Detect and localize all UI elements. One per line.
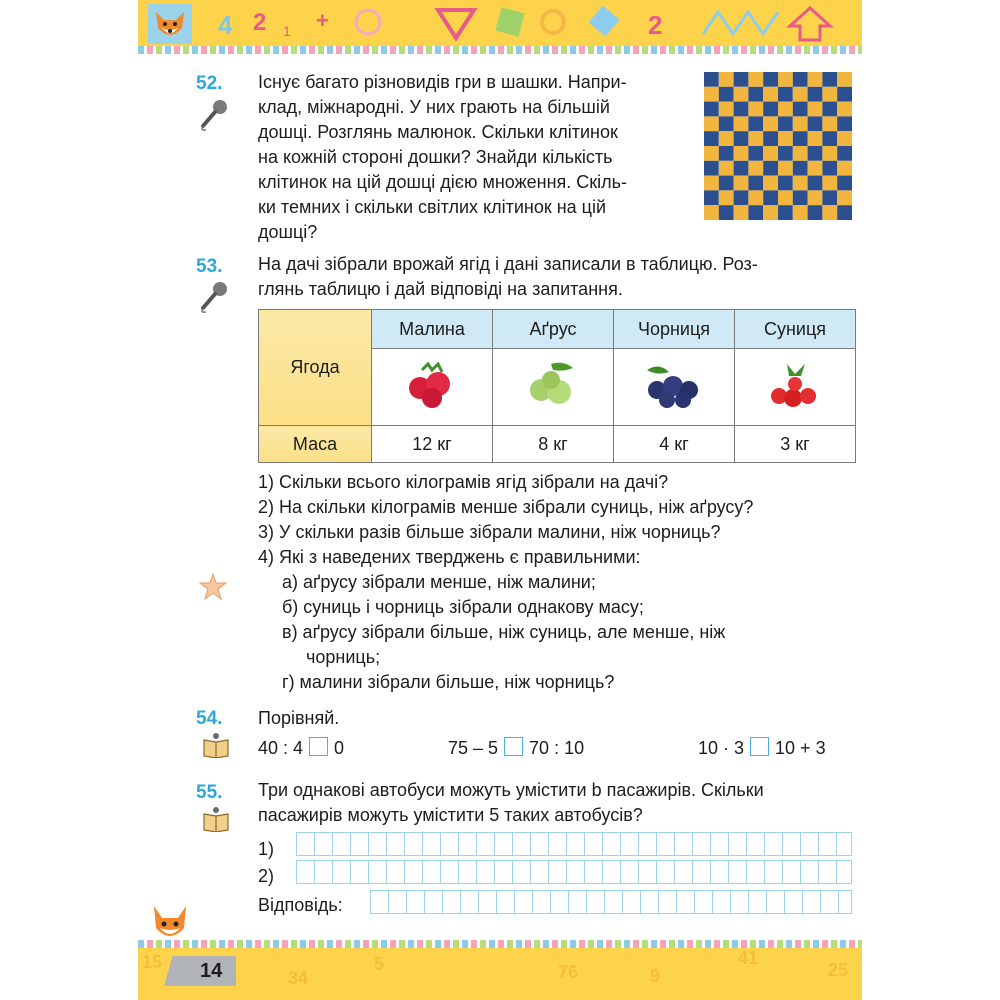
decorative-shapes <box>198 0 858 46</box>
board-cell <box>778 116 793 131</box>
board-cell <box>734 87 749 102</box>
text-line: ки темних і скільки світлих клітинок на цій <box>258 197 607 217</box>
board-cell <box>734 72 749 87</box>
board-cell <box>748 131 763 146</box>
board-cell <box>763 161 778 176</box>
board-cell <box>719 146 734 161</box>
board-cell <box>734 176 749 191</box>
board-cell <box>778 87 793 102</box>
checkers-board <box>704 72 852 220</box>
board-cell <box>808 161 823 176</box>
statement: а) аґрусу зібрали менше, ніж малини; <box>282 572 596 592</box>
svg-text:1: 1 <box>283 23 291 39</box>
comparison-left: 75 – 5 <box>448 738 499 758</box>
blueberry-image-cell <box>614 349 735 426</box>
board-cell <box>719 102 734 117</box>
board-cell <box>822 87 837 102</box>
answer-grid-2[interactable] <box>296 860 852 884</box>
board-cell <box>748 102 763 117</box>
text-line: дошці? <box>258 222 318 242</box>
bottom-dotted-border <box>138 940 862 948</box>
board-cell <box>837 161 852 176</box>
board-cell <box>793 87 808 102</box>
board-cell <box>763 176 778 191</box>
board-cell <box>704 190 719 205</box>
board-cell <box>704 176 719 191</box>
board-cell <box>822 116 837 131</box>
board-cell <box>793 131 808 146</box>
board-cell <box>704 161 719 176</box>
gooseberry-icon <box>523 360 583 410</box>
board-cell <box>793 116 808 131</box>
svg-text:2: 2 <box>648 10 663 40</box>
board-cell <box>719 176 734 191</box>
raspberry-image-cell <box>372 349 493 426</box>
board-cell <box>808 176 823 191</box>
task-number-53: 53. <box>196 256 223 277</box>
fox-icon <box>148 4 192 44</box>
board-cell <box>734 190 749 205</box>
board-cell <box>719 116 734 131</box>
board-cell <box>822 146 837 161</box>
board-cell <box>808 146 823 161</box>
raspberry-icon <box>402 360 462 410</box>
column-header: Аґрус <box>493 310 614 349</box>
board-cell <box>793 190 808 205</box>
decor-number: 41 <box>738 948 759 968</box>
comparison-right: 70 : 10 <box>529 738 585 758</box>
comparison-answer-box[interactable] <box>504 737 523 756</box>
comparison-left: 10 · 3 <box>698 738 745 758</box>
board-cell <box>719 161 734 176</box>
board-cell <box>808 205 823 220</box>
svg-text:+: + <box>316 8 329 33</box>
board-cell <box>734 131 749 146</box>
statement: чорниць; <box>306 647 381 667</box>
column-header: Чорниця <box>614 310 735 349</box>
board-cell <box>822 102 837 117</box>
board-cell <box>734 205 749 220</box>
board-cell <box>793 72 808 87</box>
board-cell <box>778 205 793 220</box>
text-line: на кожній стороні дошки? Знайди кількість <box>258 147 613 167</box>
microphone-icon <box>198 280 230 314</box>
board-cell <box>704 146 719 161</box>
board-cell <box>763 116 778 131</box>
board-cell <box>748 87 763 102</box>
board-cell <box>793 102 808 117</box>
strawberry-image-cell <box>735 349 856 426</box>
answer-label-1: 1) <box>258 839 275 859</box>
board-cell <box>748 146 763 161</box>
board-cell <box>837 131 852 146</box>
board-cell <box>748 72 763 87</box>
mass-value: 8 кг <box>493 426 614 463</box>
comparison-2 <box>448 736 584 761</box>
board-cell <box>719 205 734 220</box>
text-line: клад, міжнародні. У них грають на більшій <box>258 97 610 117</box>
board-cell <box>793 205 808 220</box>
board-cell <box>837 205 852 220</box>
board-cell <box>734 102 749 117</box>
mass-value: 4 кг <box>614 426 735 463</box>
board-cell <box>822 131 837 146</box>
comparison-answer-box[interactable] <box>309 737 328 756</box>
comparison-1 <box>258 736 344 761</box>
book-icon <box>202 806 230 832</box>
question: 2) На скільки кілограмів менше зібрали суниць, ніж аґрусу? <box>258 497 754 517</box>
board-cell <box>778 190 793 205</box>
microphone-icon <box>198 98 230 132</box>
column-header: Суниця <box>735 310 856 349</box>
board-cell <box>793 146 808 161</box>
board-cell <box>748 116 763 131</box>
board-cell <box>719 131 734 146</box>
strawberry-icon <box>765 360 825 410</box>
board-cell <box>837 102 852 117</box>
board-cell <box>822 190 837 205</box>
blueberry-icon <box>639 360 709 410</box>
board-cell <box>763 131 778 146</box>
task-number-52: 52. <box>196 73 223 94</box>
board-cell <box>748 161 763 176</box>
text-line: пасажирів можуть умістити 5 таких автобусів? <box>258 805 643 825</box>
text-line: дошці. Розглянь малюнок. Скільки клітинок <box>258 122 618 142</box>
row-label-berry: Ягода <box>259 310 372 426</box>
decor-number: 34 <box>288 968 309 988</box>
answer-grid-1[interactable] <box>296 832 852 856</box>
board-cell <box>808 116 823 131</box>
board-cell <box>778 146 793 161</box>
board-cell <box>808 131 823 146</box>
decor-number: 9 <box>650 966 661 986</box>
comparison-answer-box[interactable] <box>750 737 769 756</box>
answer-label-2: 2) <box>258 866 275 886</box>
question: 1) Скільки всього кілограмів ягід зібрали на дачі? <box>258 472 669 492</box>
board-cell <box>763 87 778 102</box>
mass-value: 12 кг <box>372 426 493 463</box>
statement: б) суниць і чорниць зібрали однакову масу; <box>282 597 644 617</box>
comparison-right: 0 <box>334 738 345 758</box>
board-cell <box>778 131 793 146</box>
comparison-3 <box>698 736 826 761</box>
decor-number: 15 <box>142 952 163 972</box>
board-cell <box>763 102 778 117</box>
task-number-54: 54. <box>196 708 223 729</box>
statement: в) аґрусу зібрали більше, ніж суниць, але менше, ніж <box>282 622 726 642</box>
board-cell <box>704 72 719 87</box>
board-cell <box>822 161 837 176</box>
task-54-text: Порівняй. <box>258 708 340 728</box>
svg-text:4: 4 <box>218 10 233 40</box>
page-number: 14 <box>200 960 223 982</box>
text-line: клітинок на цій дошці дією множення. Скіль- <box>258 172 628 192</box>
svg-text:2: 2 <box>253 9 267 36</box>
board-cell <box>719 72 734 87</box>
text-line: Існує багато різновидів гри в шашки. Напри- <box>258 72 627 92</box>
board-cell <box>793 176 808 191</box>
board-cell <box>837 72 852 87</box>
textbook-page <box>138 0 862 1000</box>
board-cell <box>808 87 823 102</box>
board-cell <box>808 190 823 205</box>
board-cell <box>704 102 719 117</box>
board-cell <box>748 190 763 205</box>
statement: г) малини зібрали більше, ніж чорниць? <box>282 672 615 692</box>
board-cell <box>719 190 734 205</box>
board-cell <box>778 102 793 117</box>
board-cell <box>837 146 852 161</box>
board-cell <box>763 72 778 87</box>
column-header: Малина <box>372 310 493 349</box>
gooseberry-image-cell <box>493 349 614 426</box>
answer-label-final: Відповідь: <box>258 895 343 915</box>
board-cell <box>763 190 778 205</box>
comparison-right: 10 + 3 <box>775 738 826 758</box>
top-dotted-border <box>138 46 862 54</box>
board-cell <box>719 87 734 102</box>
board-cell <box>734 146 749 161</box>
board-cell <box>778 72 793 87</box>
decor-number: 76 <box>558 962 579 982</box>
book-icon <box>202 732 230 758</box>
board-cell <box>837 87 852 102</box>
board-cell <box>822 176 837 191</box>
text-line: На дачі зібрали врожай ягід і дані записали в таблицю. Роз- <box>258 254 758 274</box>
board-cell <box>734 161 749 176</box>
board-cell <box>837 190 852 205</box>
star-icon <box>198 572 228 602</box>
berry-table <box>258 309 856 463</box>
board-cell <box>793 161 808 176</box>
question: 4) Які з наведених тверджень є правильними: <box>258 547 641 567</box>
board-cell <box>822 72 837 87</box>
question: 3) У скільки разів більше зібрали малини, ніж чорниць? <box>258 522 721 542</box>
board-cell <box>704 87 719 102</box>
text-line: Три однакові автобуси можуть умістити b пасажирів. Скільки <box>258 780 764 800</box>
board-cell <box>748 205 763 220</box>
board-cell <box>778 161 793 176</box>
decor-number: 25 <box>828 960 849 980</box>
board-cell <box>763 205 778 220</box>
board-cell <box>763 146 778 161</box>
board-cell <box>808 72 823 87</box>
mass-value: 3 кг <box>735 426 856 463</box>
decor-number: 5 <box>374 954 385 974</box>
answer-grid-final[interactable] <box>370 890 852 914</box>
row-label-mass: Маса <box>259 426 372 463</box>
task-number-55: 55. <box>196 782 223 803</box>
board-cell <box>748 176 763 191</box>
board-cell <box>704 116 719 131</box>
board-cell <box>822 205 837 220</box>
text-line: глянь таблицю і дай відповіді на запитання. <box>258 279 623 299</box>
board-cell <box>734 116 749 131</box>
board-cell <box>808 102 823 117</box>
board-cell <box>778 176 793 191</box>
board-cell <box>837 116 852 131</box>
board-cell <box>704 205 719 220</box>
board-cell <box>704 131 719 146</box>
fox-icon <box>146 900 194 944</box>
comparison-left: 40 : 4 <box>258 738 304 758</box>
board-cell <box>837 176 852 191</box>
